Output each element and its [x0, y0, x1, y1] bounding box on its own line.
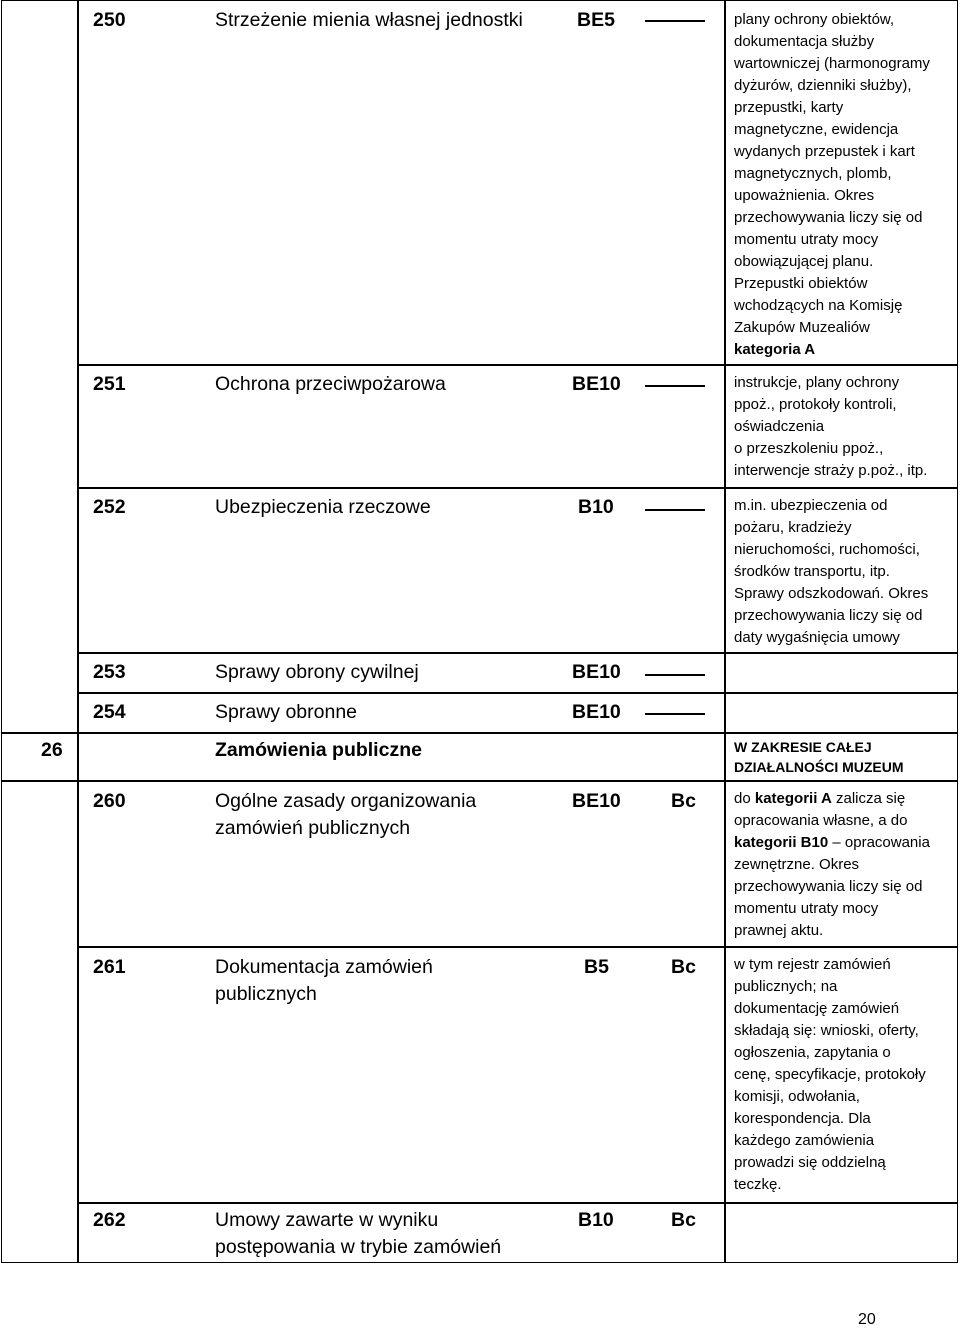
dash-mark — [645, 674, 705, 676]
row-category: B5 — [584, 956, 609, 978]
row-category: BE10 — [572, 373, 621, 395]
dash-mark — [645, 20, 705, 22]
row-separator — [77, 1202, 958, 1204]
row-title: Strzeżenie mienia własnej jednostki — [215, 9, 523, 31]
row-title: Sprawy obrony cywilnej — [215, 661, 419, 683]
row-separator — [77, 692, 958, 694]
row-description: instrukcje, plany ochrony ppoż., protokoły kontroli, oświadczenia o przeszkoleniu ppoż., interwencje straży p.poż., itp. — [734, 374, 928, 479]
row-number: 260 — [93, 790, 126, 812]
row-number: 253 — [93, 661, 126, 683]
row-title: Ubezpieczenia rzeczowe — [215, 496, 431, 518]
row-description: do kategorii A zalicza się opracowania własne, a do kategorii B10 – opracowania zewnętrzne. Okres przechowywania liczy się od momentu utraty mocy prawnej aktu. — [734, 790, 930, 939]
row-category: BE10 — [572, 790, 621, 812]
section-title: Zamówienia publiczne — [215, 739, 422, 761]
row-separator — [77, 364, 958, 366]
row-title: Umowy zawarte w wyniku postępowania w trybie zamówień — [215, 1209, 502, 1258]
row-separator — [1, 780, 958, 782]
row-separator — [77, 487, 958, 489]
dash-mark — [645, 713, 705, 715]
page-number: 20 — [858, 1311, 876, 1328]
row-number: 252 — [93, 496, 126, 518]
row-title: Sprawy obronne — [215, 701, 358, 723]
section-description: W ZAKRESIE CAŁEJ DZIAŁALNOŚCI MUZEUM — [734, 739, 904, 775]
row-description: plany ochrony obiektów, dokumentacja służby wartowniczej (harmonogramy dyżurów, dzienniki służby), przepustki, karty magnetyczne, ewidencja wydanych przepustek i kart magnetycznych, plomb, upoważnienia. Okres przechowywania liczy się od momentu utraty mocy obowiązującej planu. Przepustki obiektów wchodzących na Komisję Zakupów Muzealiów kategoria A — [734, 11, 930, 358]
row-separator — [77, 652, 958, 654]
row-category-secondary: Bc — [671, 790, 696, 812]
row-title: Ogólne zasady organizowania zamówień publicznych — [215, 790, 477, 839]
row-category: BE10 — [572, 661, 621, 683]
section-number: 26 — [41, 739, 63, 761]
dash-mark — [645, 385, 705, 387]
row-number: 262 — [93, 1209, 126, 1231]
row-category: BE5 — [577, 9, 615, 31]
row-category-secondary: Bc — [671, 1209, 696, 1231]
row-description: m.in. ubezpieczenia od pożaru, kradzieży nieruchomości, ruchomości, środków transportu, itp. Sprawy odszkodowań. Okres przechowywania liczy się od daty wygaśnięcia umowy — [734, 497, 929, 646]
row-description: w tym rejestr zamówień publicznych; na dokumentację zamówień składają się: wnioski, oferty, ogłoszenia, zapytania o cenę, specyfikacje, protokoły komisji, odwołania, korespondencja. Dla każdego zamówienia prowadzi się oddzielną teczkę. — [734, 956, 926, 1193]
row-separator — [1, 732, 958, 734]
row-title: Dokumentacja zamówień publicznych — [215, 956, 433, 1005]
row-separator — [77, 946, 958, 948]
row-number: 254 — [93, 701, 126, 723]
row-number: 251 — [93, 373, 126, 395]
row-category: B10 — [578, 1209, 614, 1231]
row-number: 261 — [93, 956, 126, 978]
row-category: B10 — [578, 496, 614, 518]
dash-mark — [645, 509, 705, 511]
row-category: BE10 — [572, 701, 621, 723]
col-divider-desc — [724, 0, 726, 1263]
col-divider-left — [77, 0, 79, 1263]
row-title: Ochrona przeciwpożarowa — [215, 373, 446, 395]
row-number: 250 — [93, 9, 126, 31]
row-category-secondary: Bc — [671, 956, 696, 978]
